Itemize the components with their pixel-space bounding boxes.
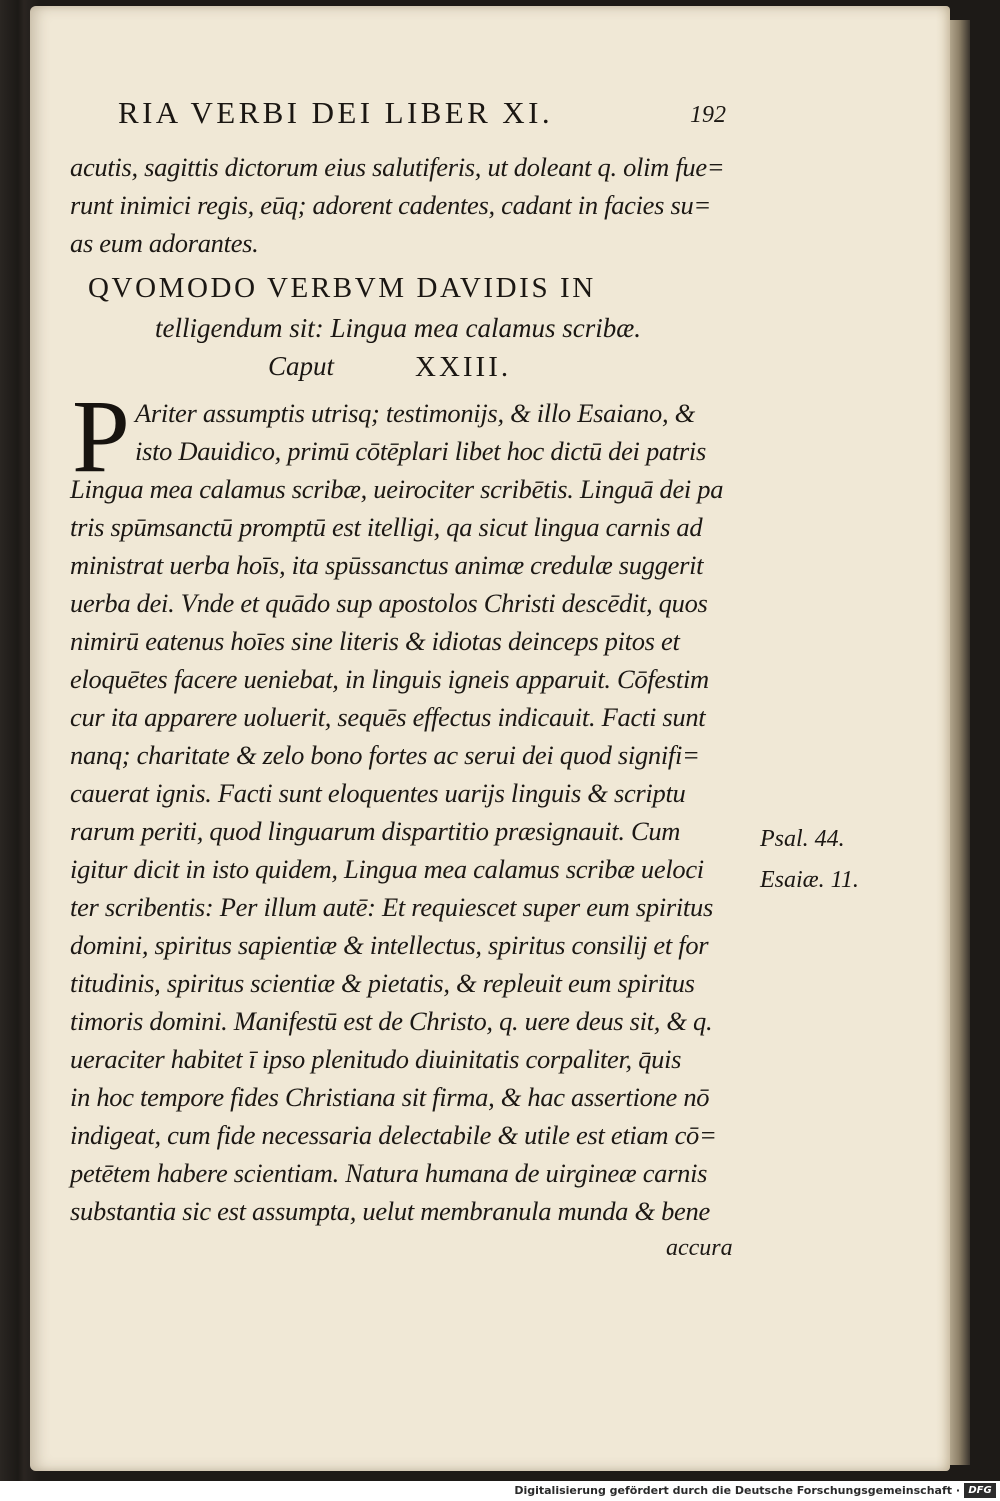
marginal-note-psalm: Psal. 44. bbox=[760, 826, 845, 852]
text-line: tris spūmsanctū promptū est itelligi, qa sicut lingua carnis ad bbox=[70, 512, 703, 542]
caput-number: XXIII. bbox=[415, 351, 512, 383]
chapter-heading: QVOMODO VERBVM DAVIDIS IN bbox=[88, 272, 596, 304]
text-line: as eum adorantes. bbox=[70, 228, 259, 258]
chapter-subheading: telligendum sit: Lingua mea calamus scribæ. bbox=[155, 313, 641, 343]
text-line: timoris domini. Manifestū est de Christo, q. uere deus sit, & q. bbox=[70, 1006, 713, 1036]
text-line: uerba dei. Vnde et quādo sup apostolos Christi descēdit, quos bbox=[70, 588, 708, 618]
text-line: Lingua mea calamus scribæ, ueirociter scribētis. Linguā dei pa bbox=[70, 474, 724, 504]
text-line: rarum periti, quod linguarum dispartitio præsignauit. Cum bbox=[70, 816, 681, 846]
page-edge bbox=[948, 20, 970, 1465]
text-line: ter scribentis: Per illum autē: Et requiescet super eum spiritus bbox=[70, 892, 713, 922]
dfg-logo: DFG bbox=[964, 1483, 996, 1498]
text-line: Ariter assumptis utrisq; testimonijs, & illo Esaiano, & bbox=[135, 398, 695, 428]
text-line: indigeat, cum fide necessaria delectabile & utile est etiam cō= bbox=[70, 1120, 717, 1150]
text-line: eloquētes facere ueniebat, in linguis igneis apparuit. Cōfestim bbox=[70, 664, 709, 694]
catchword: accura bbox=[666, 1235, 733, 1261]
text-line: isto Dauidico, primū cōtēplari libet hoc dictū dei patris bbox=[135, 436, 706, 466]
running-head: RIA VERBI DEI LIBER XI. bbox=[118, 95, 553, 130]
text-line: acutis, sagittis dictorum eius salutiferis, ut doleant q. olim fue= bbox=[70, 152, 725, 182]
marginal-note-isaiah: Esaiæ. 11. bbox=[760, 867, 859, 893]
text-line: ueraciter habitet ī ipso plenitudo diuinitatis corpaliter, q̄uis bbox=[70, 1044, 682, 1074]
text-line: igitur dicit in isto quidem, Lingua mea calamus scribæ ueloci bbox=[70, 854, 704, 884]
text-line: nanq; charitate & zelo bono fortes ac serui dei quod signifi= bbox=[70, 740, 700, 770]
text-line: cauerat ignis. Facti sunt eloquentes uarijs linguis & scriptu bbox=[70, 778, 686, 808]
text-line: petētem habere scientiam. Natura humana de uirgineæ carnis bbox=[70, 1158, 708, 1188]
caput-label: Caput bbox=[268, 351, 335, 381]
text-line: runt inimici regis, eūq; adorent cadentes, cadant in facies su= bbox=[70, 190, 712, 220]
book-page bbox=[30, 6, 950, 1471]
text-line: ministrat uerba hoīs, ita spūssanctus animæ credulæ suggerit bbox=[70, 550, 704, 580]
text-line: titudinis, spiritus scientiæ & pietatis, & repleuit eum spiritus bbox=[70, 968, 695, 998]
page-number: 192 bbox=[690, 102, 726, 128]
text-line: cur ita apparere uoluerit, sequēs effectus indicauit. Facti sunt bbox=[70, 702, 706, 732]
funding-credit: Digitalisierung gefördert durch die Deutsche Forschungsgemeinschaft · bbox=[514, 1484, 960, 1497]
text-line: domini, spiritus sapientiæ & intellectus, spiritus consilij et for bbox=[70, 930, 709, 960]
text-line: nimirū eatenus hoīes sine literis & idiotas deinceps pitos et bbox=[70, 626, 680, 656]
text-line: substantia sic est assumpta, uelut membranula munda & bene bbox=[70, 1196, 710, 1226]
drop-initial: P bbox=[72, 379, 130, 494]
text-line: in hoc tempore fides Christiana sit firma, & hac assertione nō bbox=[70, 1082, 710, 1112]
